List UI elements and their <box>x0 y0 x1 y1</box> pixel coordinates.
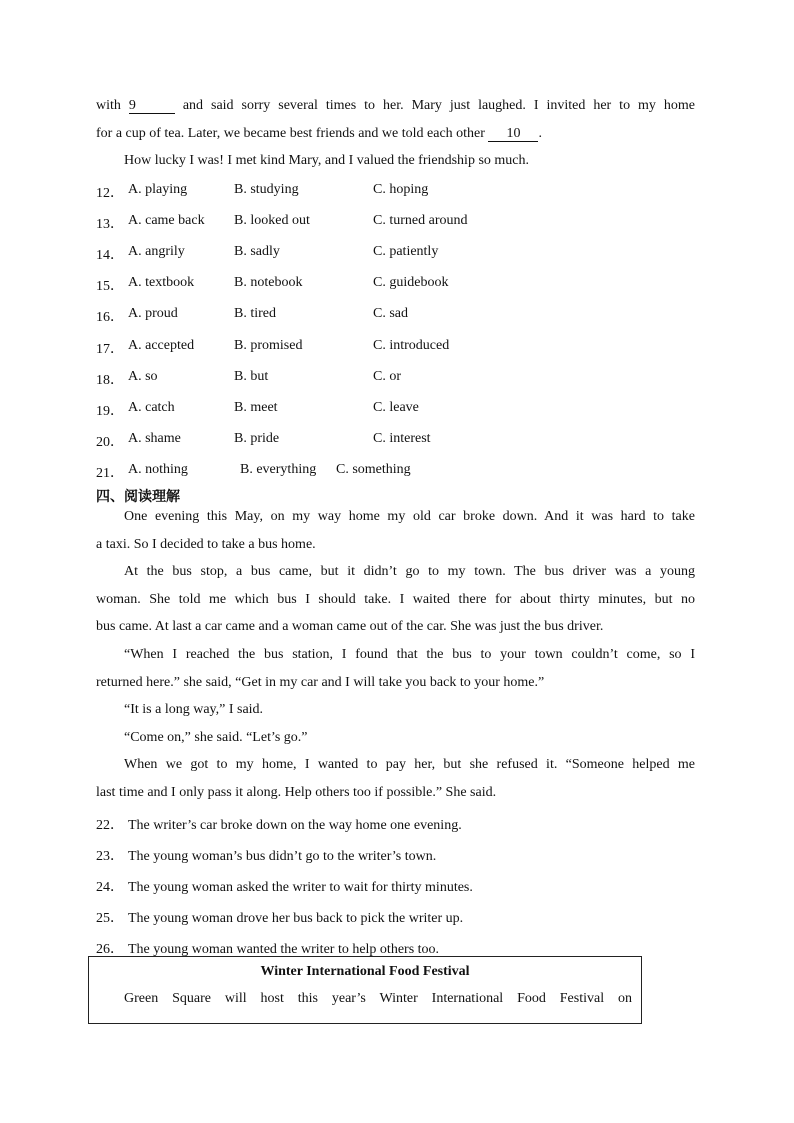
blank-9: 9 <box>129 99 175 114</box>
passage-line: How lucky I was! I met kind Mary, and I valued the friendship so much. <box>124 153 529 168</box>
reading-line: At the bus stop, a bus came, but it didn’t go to my town. The bus driver was a young <box>124 564 695 579</box>
passage-line: with 9 and said sorry several times to her. Mary just laughed. I invited her to my home <box>96 98 695 113</box>
festival-box <box>88 956 642 1024</box>
choice-row: 14． A. angrily B. sadly C. patiently <box>96 244 439 263</box>
section-heading: 四、阅读理解 <box>96 489 180 505</box>
reading-line: woman. She told me which bus I should take. I waited there for about thirty minutes, but no <box>96 592 695 607</box>
passage-line: for a cup of tea. Later, we became best friends and we told each other 10 . <box>96 126 542 141</box>
choice-row: 19． A. catch B. meet C. leave <box>96 400 419 419</box>
choice-row: 18． A. so B. but C. or <box>96 369 401 388</box>
choice-row: 20． A. shame B. pride C. interest <box>96 431 431 450</box>
reading-line: When we got to my home, I wanted to pay her, but she refused it. “Someone helped me <box>124 757 695 772</box>
reading-line: “It is a long way,” I said. <box>124 702 264 717</box>
reading-line: returned here.” she said, “Get in my car and I will take you back to your home.” <box>96 675 545 690</box>
reading-line: a taxi. So I decided to take a bus home. <box>96 537 316 552</box>
choice-row: 17． A. accepted B. promised C. introduced <box>96 338 450 357</box>
choice-row: 13． A. came back B. looked out C. turned around <box>96 213 468 232</box>
choice-row: 16． A. proud B. tired C. sad <box>96 306 408 325</box>
choice-row: 12． A. playing B. studying C. hoping <box>96 182 429 201</box>
festival-title: Winter International Food Festival <box>260 964 470 979</box>
reading-line: “When I reached the bus station, I found that the bus to your town couldn’t come, so I <box>124 647 695 662</box>
reading-line: bus came. At last a car came and a woman came out of the car. She was just the bus driver. <box>96 619 604 634</box>
choice-row: 15． A. textbook B. notebook C. guidebook <box>96 275 449 294</box>
statement-row: 25． The young woman drove her bus back to pick the writer up. <box>96 911 464 926</box>
reading-line: “Come on,” she said. “Let’s go.” <box>124 730 308 745</box>
choice-row: 21． A. nothing B. everything C. something <box>96 462 411 481</box>
statement-row: 23． The young woman’s bus didn’t go to the writer’s town. <box>96 849 437 864</box>
statement-row: 24． The young woman asked the writer to wait for thirty minutes. <box>96 880 473 895</box>
blank-10: 10 <box>488 127 538 142</box>
reading-line: last time and I only pass it along. Help others too if possible.” She said. <box>96 785 497 800</box>
statement-row: 22． The writer’s car broke down on the way home one evening. <box>96 818 462 833</box>
festival-text: Green Square will host this year’s Winter International Food Festival on <box>124 991 632 1006</box>
statement-row: 26． The young woman wanted the writer to help others too. <box>96 942 440 957</box>
reading-line: One evening this May, on my way home my old car broke down. And it was hard to take <box>124 509 695 524</box>
